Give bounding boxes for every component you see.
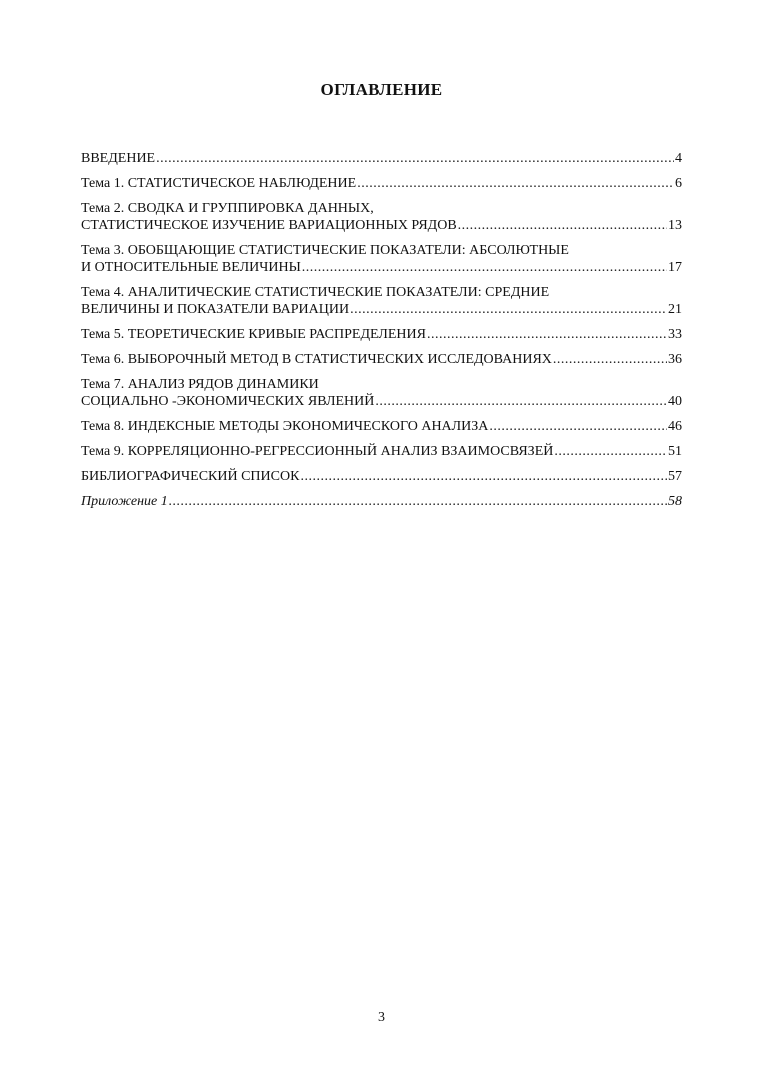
dot-leader xyxy=(302,259,667,276)
toc-entry-page-number: 33 xyxy=(668,327,682,342)
toc-entry[interactable] xyxy=(81,200,682,234)
toc-entry[interactable] xyxy=(81,150,682,167)
toc-entry-title: Тема 8. ИНДЕКСНЫЕ МЕТОДЫ ЭКОНОМИЧЕСКОГО АНАЛИЗА xyxy=(81,419,489,434)
dot-leader xyxy=(375,393,667,410)
toc-entry-line: Тема 4. АНАЛИТИЧЕСКИЕ СТАТИСТИЧЕСКИЕ ПОКАЗАТЕЛИ: СРЕДНИЕ xyxy=(81,285,550,300)
toc-entry-last-line xyxy=(81,393,682,410)
toc-entry-title: Приложение 1 xyxy=(81,494,168,509)
toc-entry-last-line xyxy=(81,301,682,318)
page-title: ОГЛАВЛЕНИЕ xyxy=(320,80,443,99)
toc-entry-last-line xyxy=(81,217,682,234)
toc-entry-page-number: 21 xyxy=(668,302,682,317)
toc-entry-page-number: 17 xyxy=(668,260,682,275)
table-of-contents xyxy=(81,150,682,518)
toc-entry-last-line xyxy=(81,259,682,276)
toc-entry[interactable] xyxy=(81,175,682,192)
toc-entry-title: СТАТИСТИЧЕСКОЕ ИЗУЧЕНИЕ ВАРИАЦИОННЫХ РЯДОВ xyxy=(81,218,457,233)
toc-entry-page-number: 6 xyxy=(675,176,682,191)
toc-entry-last-line xyxy=(81,468,682,485)
toc-entry[interactable] xyxy=(81,376,682,410)
toc-entry-last-line xyxy=(81,150,682,167)
toc-entry-title: И ОТНОСИТЕЛЬНЫЕ ВЕЛИЧИНЫ xyxy=(81,260,301,275)
toc-entry-page-number: 46 xyxy=(668,419,682,434)
toc-entry-last-line xyxy=(81,443,682,460)
toc-entry-line: Тема 2. СВОДКА И ГРУППИРОВКА ДАННЫХ, xyxy=(81,201,374,216)
toc-entry[interactable] xyxy=(81,284,682,318)
toc-entry-page-number: 57 xyxy=(668,469,682,484)
dot-leader xyxy=(169,493,667,510)
toc-entry-page-number: 58 xyxy=(668,494,682,509)
toc-entry[interactable] xyxy=(81,326,682,343)
toc-entry-title: ВВЕДЕНИЕ xyxy=(81,151,156,166)
dot-leader xyxy=(350,301,667,318)
toc-entry-last-line xyxy=(81,175,682,192)
toc-entry[interactable] xyxy=(81,351,682,368)
toc-entry-page-number: 13 xyxy=(668,218,682,233)
toc-entry[interactable] xyxy=(81,242,682,276)
dot-leader xyxy=(156,150,674,167)
toc-entry-last-line xyxy=(81,351,682,368)
toc-entry-page-number: 4 xyxy=(675,151,682,166)
toc-entry-title: Тема 6. ВЫБОРОЧНЫЙ МЕТОД В СТАТИСТИЧЕСКИХ ИССЛЕДОВАНИЯХ xyxy=(81,352,552,367)
dot-leader xyxy=(489,418,667,435)
dot-leader xyxy=(553,351,667,368)
toc-entry-last-line xyxy=(81,418,682,435)
toc-entry-title: Тема 5. ТЕОРЕТИЧЕСКИЕ КРИВЫЕ РАСПРЕДЕЛЕНИЯ xyxy=(81,327,426,342)
toc-entry-title: СОЦИАЛЬНО -ЭКОНОМИЧЕСКИХ ЯВЛЕНИЙ xyxy=(81,394,375,409)
page-number: 3 xyxy=(378,1010,385,1025)
toc-entry-last-line xyxy=(81,493,682,510)
toc-entry-title: БИБЛИОГРАФИЧЕСКИЙ СПИСОК xyxy=(81,469,300,484)
dot-leader xyxy=(427,326,667,343)
toc-entry-line: Тема 3. ОБОБЩАЮЩИЕ СТАТИСТИЧЕСКИЕ ПОКАЗАТЕЛИ: АБСОЛЮТНЫЕ xyxy=(81,243,569,258)
toc-entry[interactable] xyxy=(81,418,682,435)
toc-entry[interactable] xyxy=(81,443,682,460)
toc-entry[interactable] xyxy=(81,493,682,510)
toc-entry-title: Тема 1. СТАТИСТИЧЕСКОЕ НАБЛЮДЕНИЕ xyxy=(81,176,357,191)
toc-entry-page-number: 40 xyxy=(668,394,682,409)
dot-leader xyxy=(357,175,674,192)
dot-leader xyxy=(300,468,667,485)
toc-entry[interactable] xyxy=(81,468,682,485)
dot-leader xyxy=(458,217,667,234)
toc-entry-line: Тема 7. АНАЛИЗ РЯДОВ ДИНАМИКИ xyxy=(81,377,319,392)
toc-entry-title: ВЕЛИЧИНЫ И ПОКАЗАТЕЛИ ВАРИАЦИИ xyxy=(81,302,350,317)
toc-entry-title: Тема 9. КОРРЕЛЯЦИОННО-РЕГРЕССИОННЫЙ АНАЛИЗ ВЗАИМОСВЯЗЕЙ xyxy=(81,444,554,459)
toc-entry-last-line xyxy=(81,326,682,343)
dot-leader xyxy=(554,443,667,460)
toc-entry-page-number: 36 xyxy=(668,352,682,367)
toc-entry-page-number: 51 xyxy=(668,444,682,459)
